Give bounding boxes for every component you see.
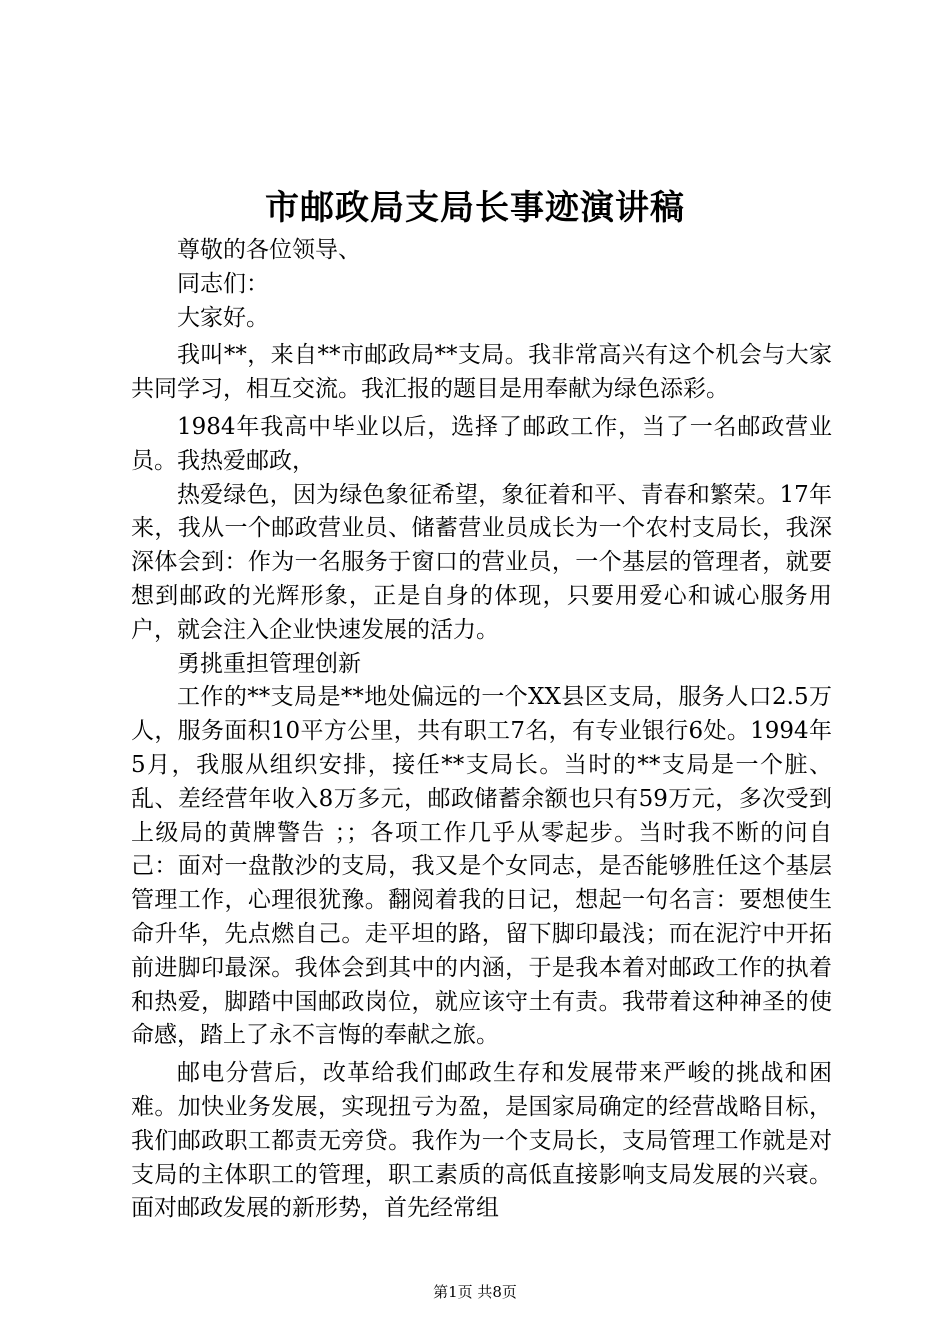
document-title: 市邮政局支局长事迹演讲稿 <box>265 188 685 228</box>
document-body <box>131 234 832 1230</box>
paragraph-reform: 邮电分营后，改革给我们邮政生存和发展带来严峻的挑战和困难。加快业务发展，实现扭亏为盈，是国家局确定的经营战略目标，我们邮政职工都责无旁贷。我作为一个支局长，支局管理工作就是对支局的主体职工的管理，职工素质的高低直接影响支局发展的兴衰。面对邮政发展的新形势，首先经常组 <box>131 1060 832 1222</box>
section-heading: 勇挑重担管理创新 <box>177 650 361 677</box>
paragraph-comrades: 同志们： <box>177 270 269 297</box>
paragraph-branch-work: 工作的**支局是**地处偏远的一个XX县区支局，服务人口2.5万人，服务面积10平方公里，共有职工7名，有专业银行6处。1994年5月，我服从组织安排，接任**支局长。当时的**支局是一个脏、乱、差经营年收入8万多元，邮政储蓄余额也只有59万元，多次受到上级局的黄牌警告 ；；各项工作几乎从零起步。当时我不断的问自己：面对一盘散沙的支局，我又是个女同志，是否能够胜任这个基层管理工作，心理很犹豫。翻阅着我的日记，想起一句名言：要想使生命升华，先点燃自己。走平坦的路，留下脚印最浅；而在泥泞中开拓前进脚印最深。我体会到其中的内涵，于是我本着对邮政工作的执着和热爱，脚踏中国邮政岗位，就应该守土有责。我带着这种神圣的使命感，踏上了永不言悔的奉献之旅。 <box>131 684 832 1049</box>
paragraph-hello: 大家好。 <box>177 304 269 331</box>
paragraph-introduction: 我叫**，来自**市邮政局**支局。我非常高兴有这个机会与大家共同学习，相互交流。我汇报的题目是用奉献为绿色添彩。 <box>131 342 832 403</box>
paragraph-1984: 1984年我高中毕业以后，选择了邮政工作，当了一名邮政营业员。我热爱邮政， <box>131 413 832 474</box>
page-footer: 第1页 共8页 <box>433 1283 517 1301</box>
paragraph-love-green: 热爱绿色，因为绿色象征希望，象征着和平、青春和繁荣。17年来，我从一个邮政营业员、储蓄营业员成长为一个农村支局长，我深深体会到：作为一名服务于窗口的营业员，一个基层的管理者，就要想到邮政的光辉形象，正是自身的体现，只要用爱心和诚心服务用户，就会注入企业快速发展的活力。 <box>131 481 832 643</box>
paragraph-greeting: 尊敬的各位领导、 <box>177 237 361 263</box>
